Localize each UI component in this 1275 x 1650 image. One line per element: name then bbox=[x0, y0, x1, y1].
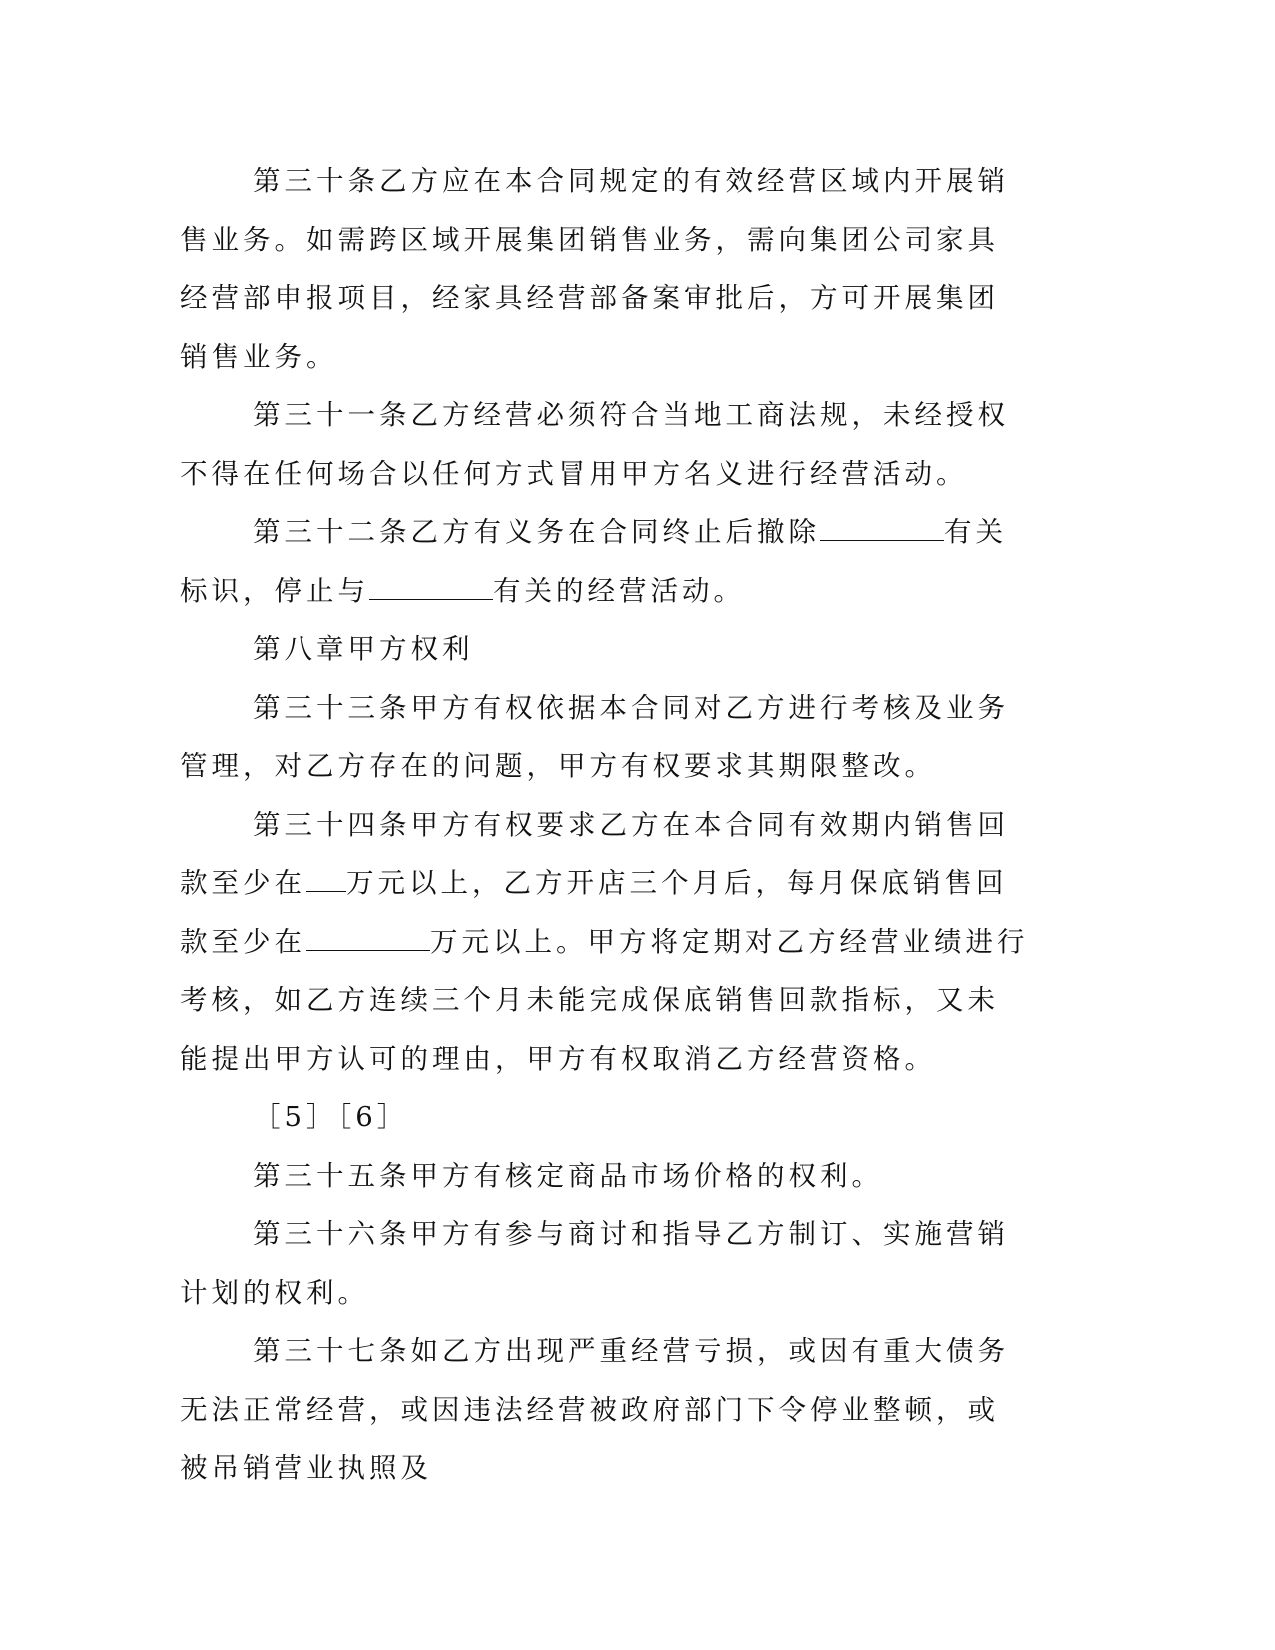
article-36: 第三十六条甲方有参与商讨和指导乙方制订、实施营销计划的权利。 bbox=[180, 1218, 1009, 1309]
article-33: 第三十三条甲方有权依据本合同对乙方进行考核及业务管理，对乙方存在的问题，甲方有权要求其期限整改。 bbox=[180, 691, 1009, 782]
article-32-text-c: 有关的经营活动。 bbox=[493, 574, 745, 607]
article-31: 第三十一条乙方经营必须符合当地工商法规，未经授权不得在任何场合以任何方式冒用甲方名义进行经营活动。 bbox=[180, 399, 1009, 490]
fill-in-blank bbox=[306, 861, 346, 892]
chapter-heading: 第八章甲方权利 bbox=[253, 633, 474, 665]
article-32-text-a: 第三十二条乙方有义务在合同终止后撤除 bbox=[253, 516, 820, 548]
article-34 bbox=[180, 796, 1030, 1089]
article-34-text-a: 第三十四条甲方有权要求乙方在本合同有效期内销售回款至少在 bbox=[180, 808, 1009, 899]
reference-marks: ［5］［6］ bbox=[253, 1101, 409, 1133]
article-32 bbox=[180, 503, 1030, 620]
article-37: 第三十七条如乙方出现严重经营亏损，或因有重大债务无法正常经营，或因违法经营被政府部门下令停业整顿，或被吊销营业执照及 bbox=[180, 1335, 1009, 1484]
document-body bbox=[180, 152, 1030, 1498]
article-32-text-b: 有关标识，停止与 bbox=[180, 516, 1007, 607]
article-34-text-b: 万元以上，乙方开店三个月后，每月保底销售回款至少在 bbox=[180, 867, 1008, 958]
article-30: 第三十条乙方应在本合同规定的有效经营区域内开展销售业务。如需跨区域开展集团销售业务，需向集团公司家具经营部申报项目，经家具经营部备案审批后，方可开展集团销售业务。 bbox=[180, 165, 1009, 373]
fill-in-blank bbox=[820, 510, 944, 541]
fill-in-blank bbox=[306, 920, 430, 951]
article-35: 第三十五条甲方有核定商品市场价格的权利。 bbox=[253, 1159, 883, 1192]
article-34-text-c: 万元以上。甲方将定期对乙方经营业绩进行考核，如乙方连续三个月未能完成保底销售回款指标，又未能提出甲方认可的理由，甲方有权取消乙方经营资格。 bbox=[180, 925, 1029, 1075]
fill-in-blank bbox=[369, 569, 493, 600]
